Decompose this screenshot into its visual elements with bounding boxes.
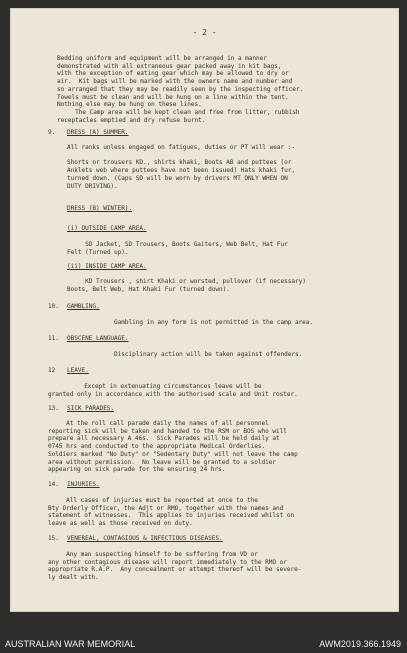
section-13-number: 13. (48, 405, 59, 412)
section-12-number: 12 (48, 367, 56, 374)
outside-camp-heading: (i) OUTSIDE CAMP AREA. (67, 225, 147, 232)
section-11-heading: OBSCENE LANGUAGE. (67, 335, 129, 342)
outside-camp-body: SD Jacket, SD Trousers, Boots Gaiters, Web Belt, Hat Fur Felt (Turned up). (67, 241, 288, 256)
section-12-body: Except in extenuating circumstances leave will be granted only in accordance with the authorised scale and Unit roster. (48, 383, 298, 398)
section-9b-heading: DRESS (B) WINTER). (67, 205, 133, 212)
section-10-heading: GAMBLING. (67, 303, 100, 310)
section-13-heading: SICK PARADES. (67, 405, 115, 412)
section-12-heading: LEAVE. (67, 367, 89, 374)
footer-bar (0, 612, 407, 653)
section-14-heading: INJURIES. (67, 481, 100, 488)
section-10-body: Gambling in any form is not permitted in the camp area. (114, 319, 314, 326)
footer-accession-number: AWM2019.366.1949 (319, 639, 401, 649)
section-9-body: All ranks unless engaged on fatigues, duties or PT will wear :- Shorts or trousers KD., shirts khaki, Boots AB and puttees (or Anklets web where puttees have not been issued) Hats khaki fur, turned down. (Caps SD will be worn by drivers MT ONLY WHEN ON DUTY DRIVING). (67, 144, 295, 190)
section-15-number: 15. (48, 535, 59, 542)
section-15-heading: VENEREAL, CONTAGIOUS & INFECTIOUS DISEASES. (67, 535, 223, 542)
section-14-number: 14. (48, 481, 59, 488)
document-page (10, 8, 399, 612)
intro-paragraph: Bedding uniform and equipment will be arranged in a manner demonstrated with all extraneous gear packed away in kit bags, with the exception of eating gear which may be allowed to dry or air. Kit bags will be marked with the owners name and number and so arranged that they may be readily seen by the inspecting officer. Towels must be clean and will be hung on a line within the tent. Nothing else may be hung on these lines. The Camp area will be kept clean and free from litter, rubbish receptacles emptied and dry refuse burnt. (57, 55, 304, 124)
section-9-heading: DRESS (A) SUMMER. (67, 129, 129, 136)
section-11-body: Disciplinary action will be taken against offenders. (114, 351, 303, 358)
inside-camp-body: KD Trousers , shirt Khaki or worsted, pullover (if necessary) Boots, Belt Web, Hat Khaki Fur (turned down). (67, 278, 306, 293)
section-13-body: At the roll call parade daily the names of all personnel reporting sick will be taken and handed to the RSM or BOS who will prepare all necessary A 46s. Sick Parades will be held daily at 0745 hrs and conducted to the appropriate Medical Orderlies. Soldiers marked "No Duty" or "Sedentary Duty" will not leave the camp area without permission. No leave will be granted to a soldier appearing on sick parade for the ensuring 24 hrs. (48, 420, 298, 474)
section-10-number: 10. (48, 303, 59, 310)
section-11-number: 11. (48, 335, 59, 342)
inside-camp-heading: (ii) INSIDE CAMP AREA. (67, 263, 147, 270)
section-9-number: 9. (48, 129, 56, 136)
section-15-body: Any man suspecting himself to be suffering from VD or any other contagious disease will report immediately to the RMO or appropriate R.A.P. Any concealment or attempt thereof will be severe- ly dealt with. (48, 551, 302, 582)
footer-institution: AUSTRALIAN WAR MEMORIAL (5, 639, 136, 649)
page-number: - 2 - (192, 28, 217, 37)
section-14-body: All cases of injuries must be reported at once to the Bty Orderly Officer, the Adjt or RMO, together with the names and statement of witnesses. This applies to injuries received whilst on leave as well as those received on duty. (48, 497, 295, 528)
